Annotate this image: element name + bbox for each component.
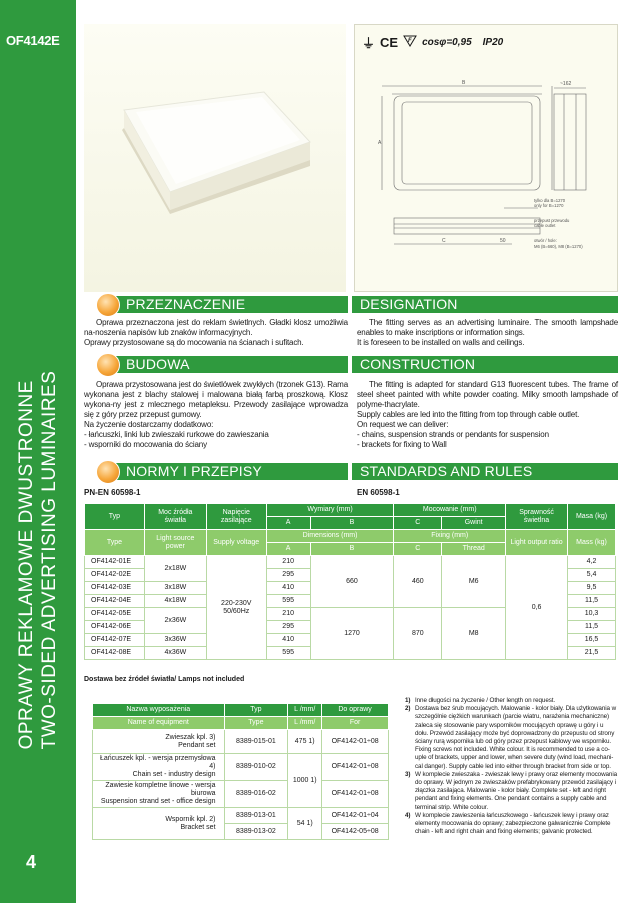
note-text: Dostawa bez śrub mocujących. Malowanie - kolor biały. Dla użytkowania w szczególnie ciężkich warunkach (parcie wiatru, narażenia mechaniczne) zaleca się stosowanie pary wsporników mocujących oprawę u góry i u dołu. Przewód zasilający może być doprowadzony do przepustu od strony ściany rurą wspornika lub od góry przez przepust kablowy we wsporniku. Fixing screws not included. White colour. It is recommended to use a co-uple of brackets, upper and lower, when severe duty (wind load, mechani-cal danger). Supply cable led into either through bracket from side or top. [415,705,617,770]
th-wymiary: Wymiary (mm) [266,504,394,517]
th-c: C [394,517,442,530]
vertical-title [15,371,61,750]
th-acc-type-en: Type [224,717,288,730]
construction-p1: The fitting is adapted for standard G13 fluorescent tubes. The frame of steel sheet painted with white powder coating. Milky smooth lampshade of polyme-thacrylate. [357,380,618,409]
th-dimensions: Dimensions (mm) [266,530,394,543]
th-gwint: Gwint [442,517,506,530]
note-number: 1) [405,697,411,704]
th-a-en: A [266,543,310,556]
cell-mass: 11,5 [568,595,616,608]
cell-thread: M8 [442,608,506,660]
ground-symbol-icon: ⏚ [362,35,376,51]
acc-for: OF4142-01÷08 [322,754,389,781]
cell-type: OF4142-01E [85,556,145,569]
cell-ratio: 0,6 [506,556,568,660]
drawing-note-1-en: only for B=1270 [534,203,564,208]
vertical-title-pl: OPRAWY REKLAMOWE DWUSTRONNE [16,380,37,750]
cell-type: OF4142-04E [85,595,145,608]
cell-power: 3x36W [144,634,206,647]
acc-type: 8389-015-01 [224,730,288,754]
list-item [405,771,618,812]
ip-rating: IP20 [482,36,504,48]
cell-mass: 9,5 [568,582,616,595]
acc-name: Łańcuszek kpl. - wersja przemysłowa 4) [99,755,216,770]
table-row [85,556,616,569]
cell-a: 595 [266,647,310,660]
construction-p3: On request we can deliver: [357,420,449,429]
th-napiecie: Napięcie zasilające [206,504,266,530]
construction-text [357,380,618,450]
budowa-text [84,380,348,450]
acc-name-cell [93,808,225,840]
cell-power: 4x36W [144,647,206,660]
cell-power: 4x18W [144,595,206,608]
acc-l: 475 1) [288,730,322,754]
dim-50-label: 50 [500,238,506,244]
cell-a: 595 [266,595,310,608]
cell-a: 295 [266,621,310,634]
th-acc-for-en: For [322,717,389,730]
cell-type: OF4142-08E [85,647,145,660]
footnotes [405,697,618,836]
list-item [405,697,618,705]
ce-mark-icon: CE [380,34,399,50]
acc-l: 1000 1) [288,754,322,808]
acc-name: Zwieszak kpl. 3) [165,733,216,741]
dim-a-label: A [378,140,382,146]
cell-mass: 4,2 [568,556,616,569]
orange-bullet-icon [96,353,120,377]
list-item [405,705,618,771]
designation-p1: The fitting serves as an advertising luminaire. The smooth lampshade enables to make inscriptions or information sings. [357,318,618,337]
section-heading-construction: CONSTRUCTION [352,356,618,373]
cell-b: 1270 [310,608,394,660]
budowa-p4: - wsporniki do mocowania do ściany [84,440,207,449]
table-row [93,781,389,808]
acc-name: Wspornik kpl. 2) [165,815,216,823]
th-typ: Typ [85,504,145,530]
acc-name-cell [93,754,225,781]
acc-l: 54 1) [288,808,322,840]
cell-power: 2x36W [144,608,206,634]
certification-row [362,32,503,52]
th-b-en: B [310,543,394,556]
construction-p5: - brackets for fixing to Wall [357,440,447,449]
note-text: W komplecie zawieszenia łańcuszkowego - łańcuszek lewy i prawy oraz elementy mocowania do oprawy; zabezpieczone galwanicznie Complete chain - left and right chain and fixing elements; galvanic protected. [415,811,611,836]
acc-for: OF4142-05÷08 [322,824,389,840]
cell-power: 2x18W [144,556,206,582]
th-acc-name-en: Name of equipment [93,717,225,730]
section-heading-budowa: BUDOWA [112,356,348,373]
luminaire-photo [114,88,312,214]
cell-type: OF4142-05E [85,608,145,621]
spec-table [84,503,616,660]
svg-text:F: F [408,37,412,44]
cell-c: 460 [394,556,442,608]
construction-p2: Supply cables are led into the fitting from top through cable outlet. [357,410,580,419]
th-mass: Mass (kg) [568,530,616,556]
cell-type: OF4142-06E [85,621,145,634]
lamps-footnote: Dostawa bez źródeł światła/ Lamps not included [84,676,245,683]
th-acc-for: Do oprawy [322,704,389,717]
drawing-note-2-en: cable outlet [534,223,556,228]
standard-pl: PN-EN 60598-1 [84,488,141,497]
acc-name-cell [93,781,225,808]
acc-for: OF4142-01÷08 [322,781,389,808]
th-acc-l-en: L /mm/ [288,717,322,730]
th-acc-l: L /mm/ [288,704,322,717]
th-masa: Masa (kg) [568,504,616,530]
acc-name: Zawiesie kompletne linowe - wersja biurowa [105,782,216,797]
drawing-note-3-val: M6 (B=660), M8 (B=1270) [534,244,583,249]
th-sprawnosc: Sprawność świetlna [506,504,568,530]
acc-type: 8389-013-02 [224,824,288,840]
th-mocowanie: Mocowanie (mm) [394,504,506,517]
cell-thread: M6 [442,556,506,608]
vertical-title-en: TWO-SIDED ADVERTISING LUMINAIRES [39,370,60,750]
cell-power: 3x18W [144,582,206,595]
section-heading-przeznaczenie: PRZEZNACZENIE [112,296,348,313]
przeznaczenie-p1: Oprawa przeznaczona jest do reklam świetlnych. Gładki klosz umożliwia na-noszenia napisów lub znaków informacyjnych. [84,318,348,337]
page-number: 4 [26,852,37,872]
cell-a: 210 [266,608,310,621]
standard-en: EN 60598-1 [357,488,400,497]
orange-bullet-icon [96,293,120,317]
budowa-p2: Na życzenie dostarczamy dodatkowo: [84,420,214,429]
acc-for: OF4142-01÷08 [322,730,389,754]
acc-type: 8389-016-02 [224,781,288,808]
budowa-p3: - łańcuszki, linki lub zwieszaki rurkowe do zawieszania [84,430,269,439]
th-ratio: Light output ratio [506,530,568,556]
dim-c-label: C [442,238,446,244]
acc-name-en: Chain set - industry design [132,771,216,778]
drawing-note-1: tylko dla B=1270 [534,198,566,203]
acc-type: 8389-013-01 [224,808,288,824]
cell-type: OF4142-02E [85,569,145,582]
note-number: 4) [405,811,411,819]
th-b: B [310,517,394,530]
cell-mass: 10,3 [568,608,616,621]
table-row [93,808,389,824]
drawing-note-3: otwór / hole: [534,238,557,243]
acc-name-cell [93,730,225,754]
th-a: A [266,517,310,530]
acc-type: 8389-010-02 [224,754,288,781]
list-item [405,812,618,837]
th-c-en: C [394,543,442,556]
table-row [93,754,389,781]
drawing-note-2: przepust przewodu [534,218,570,223]
cell-mass: 21,5 [568,647,616,660]
th-fixing: Fixing (mm) [394,530,506,543]
construction-p4: - chains, suspension strands or pendants for suspension [357,430,549,439]
cell-voltage: 220-230V 50/60Hz [206,556,266,660]
sidebar-band [0,0,76,903]
budowa-p1: Oprawa przystosowana jest do świetlówek zwykłych (trzonek G13). Rama wykonana jest z blachy stalowej i malowana białą farbą proszkową. Klosz wykona-ny jest z mlecznego metapleksu. Przewody zasilające wprowadza się z góry przez przepust gumowy. [84,380,348,419]
cell-mass: 5,4 [568,569,616,582]
cell-c: 870 [394,608,442,660]
note-text: Inne długości na życzenie / Other length on request. [415,697,556,704]
acc-name-en: Suspension strand set - office design [100,798,216,805]
cosphi-value: cosφ=0,95 [422,36,472,48]
cell-mass: 16,5 [568,634,616,647]
th-supply: Supply voltage [206,530,266,556]
f-mark-icon [403,35,417,50]
cell-a: 410 [266,582,310,595]
note-text: W komplecie zwieszaka - zwieszak lewy i prawy oraz elementy mocowania do oprawy. W jednym ze zwieszaków prefabrykowany przewód zasilający i złączka zasilająca. Malowanie - kolor biały. Complete set - left and right pendant and fixing elements. One pendant contains a supply cable and terminal strip. White colour. [415,770,618,811]
accessories-table [92,703,389,840]
th-moc: Moc źródła światła [144,504,206,530]
acc-name-en: Bracket set [180,823,216,831]
th-thread: Thread [442,543,506,556]
th-acc-name: Nazwa wyposażenia [93,704,225,717]
przeznaczenie-p2: Oprawy przystosowane są do mocowania na ścianach i sufitach. [84,338,304,347]
acc-for: OF4142-01÷04 [322,808,389,824]
th-light: Light source power [144,530,206,556]
cell-a: 410 [266,634,310,647]
section-heading-designation: DESIGNATION [352,296,618,313]
model-code: OF4142E [6,33,60,48]
cell-type: OF4142-07E [85,634,145,647]
th-type: Type [85,530,145,556]
cell-a: 210 [266,556,310,569]
przeznaczenie-text [84,318,348,348]
cell-mass: 11,5 [568,621,616,634]
dimension-drawing [378,78,610,278]
cell-b: 660 [310,556,394,608]
note-number: 3) [405,770,411,778]
cell-a: 295 [266,569,310,582]
section-heading-standards: STANDARDS AND RULES [352,463,618,480]
orange-bullet-icon [96,460,120,484]
section-heading-normy: NORMY I PRZEPISY [112,463,348,480]
designation-text [357,318,618,348]
dim-b-label: B [462,80,466,86]
cell-type: OF4142-03E [85,582,145,595]
acc-name-en: Pendant set [178,741,216,749]
designation-p2: It is foreseen to be installed on walls and ceilings. [357,338,525,347]
note-number: 2) [405,705,411,713]
dim-162-label: ~162 [560,81,572,87]
th-acc-type: Typ [224,704,288,717]
table-row [93,730,389,754]
